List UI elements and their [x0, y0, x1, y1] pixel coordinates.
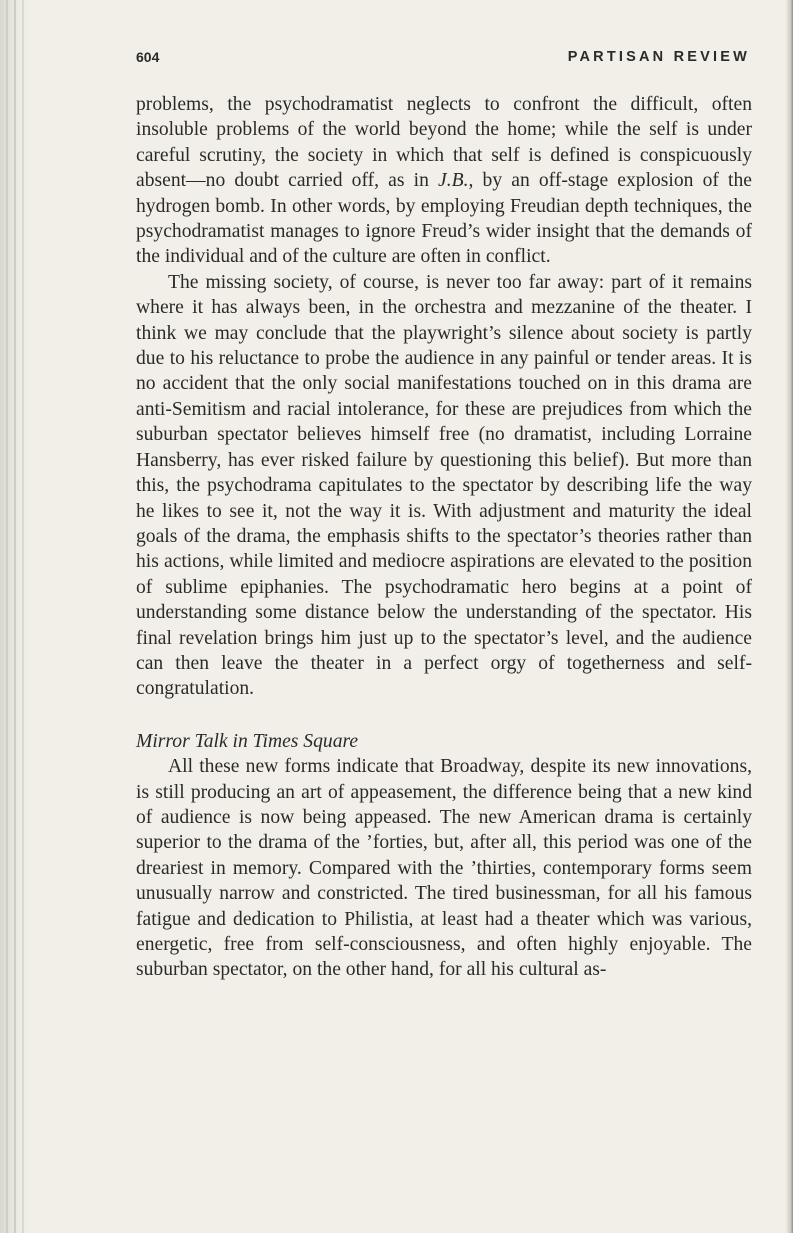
running-head: PARTISAN REVIEW [567, 49, 750, 65]
paragraph-1-part-b: , by an off-stage explosion of the hydrogen bomb. In other words, by employing Freudian depth techniques, the psychodramatist manages to ignore Freud’s wider insight that the demands of the individual and of the culture are often in conflict. [136, 170, 752, 268]
paragraph-1 [136, 92, 752, 270]
spine-line [14, 0, 16, 1233]
paragraph-3: All these new forms indicate that Broadway, despite its new innovations, is still producing an art of appeasement, the difference being that a new kind of audience is now being appeased. The new American drama is certainly superior to the drama of the ’forties, but, after all, this period was one of the dreariest in memory. Compared with the ’thirties, contemporary forms seem unusually narrow and constricted. The tired businessman, for all his famous fatigue and dedication to Philistia, at least had a theater which was various, energetic, free from self-consciousness, and often highly enjoyable. The suburban spectator, on the other hand, for all his cultural as- [136, 756, 752, 981]
page-number: 604 [136, 49, 160, 65]
spine-line [22, 0, 24, 1233]
body-text [136, 92, 752, 983]
spine-line [6, 0, 8, 1233]
section-heading: Mirror Talk in Times Square [136, 730, 359, 752]
paragraph-2: The missing society, of course, is never too far away: part of it remains where it has always been, in the orchestra and mezzanine of the theater. I think we may conclude that the playwright’s silence about society is partly due to his reluctance to probe the audience in any painful or tender areas. It is no accident that the only social manifestations touched on in this drama are anti-Semitism and racial intolerance, for these are prejudices from which the suburban spectator believes himself free (no dramatist, including Lorraine Hansberry, has ever risked failure by questioning this belief). But more than this, the psychodrama capitulates to the spectator by describing life the way he likes to see it, not the way it is. With adjustment and maturity the ideal goals of the drama, the emphasis shifts to the spectator’s theories rather than his actions, while limited and mediocre aspirations are elevated to the position of sublime epiphanies. The psychodramatic hero begins at a point of understanding some distance below the understanding of the spectator. His final revelation brings him just up to the spectator’s level, and the audience can then leave the theater in a perfect orgy of togetherness and self-congratulation. [136, 271, 752, 700]
work-title: J.B. [438, 170, 469, 192]
page-header [136, 49, 750, 73]
page-right-edge [785, 0, 793, 1233]
paragraph-1-part-a: problems, the psychodramatist neglects to confront the difficult, often insoluble problems of the world beyond the home; while the self is under careful scrutiny, the society in which that self is defined is conspicuously absent—no doubt carried off, as in [136, 94, 752, 192]
